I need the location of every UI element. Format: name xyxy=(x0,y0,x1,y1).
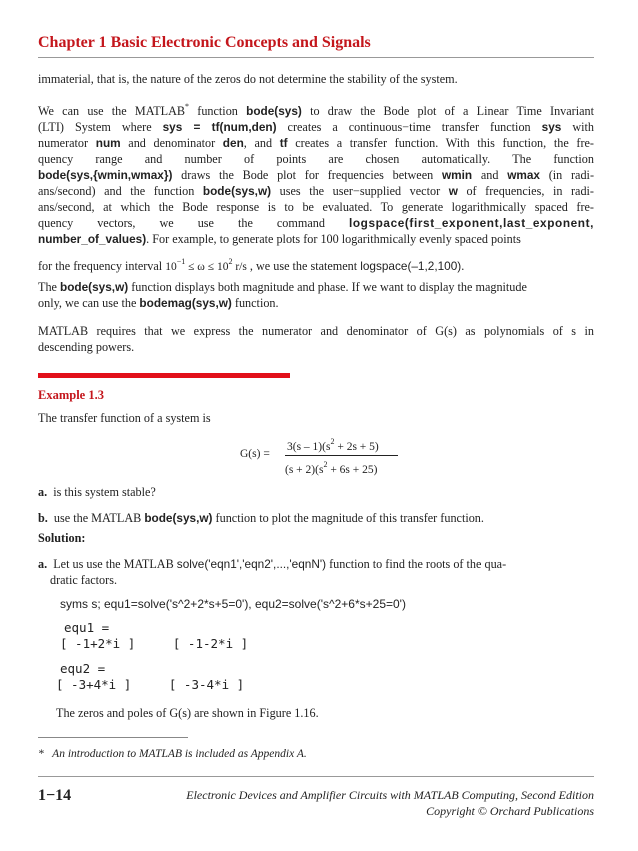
text-line: quency range and number of points are chosen automatically. The function xyxy=(38,152,594,166)
text-span: function. xyxy=(231,296,279,310)
text-span: and denominator xyxy=(120,136,223,150)
text-line: MATLAB requires that we express the numerator and denominator of G(s) as polynomials of s in xyxy=(38,324,594,338)
list-label: a. xyxy=(38,485,48,499)
paragraph-bodemag xyxy=(38,279,594,311)
command-text: bode(sys,{wmin,wmax}) xyxy=(38,168,173,182)
command-text: sys xyxy=(541,120,562,134)
text-line xyxy=(38,231,594,247)
text-span: (in radi- xyxy=(539,168,594,182)
paragraph-stability xyxy=(38,71,594,87)
command-text: number_of_values) xyxy=(38,232,147,246)
text-span: with xyxy=(561,120,594,134)
command-text: num xyxy=(95,136,121,150)
header-rule xyxy=(38,57,594,58)
text-line xyxy=(38,556,594,572)
footer-rule xyxy=(38,776,594,777)
example-intro: The transfer function of a system is xyxy=(38,411,211,425)
math-text: + 2s + 5) xyxy=(334,441,379,453)
command-text: sys = tf(num,den) xyxy=(162,120,277,134)
text-span: uses the user−supplied vector xyxy=(271,184,449,198)
command-text: den xyxy=(222,136,244,150)
command-text: bode(sys,w) xyxy=(60,280,129,294)
text-line: dratic factors. xyxy=(50,573,117,587)
text-line xyxy=(38,119,594,135)
text-span: We can use the MATLAB xyxy=(38,104,186,118)
output-equ2-name: equ2 = xyxy=(60,661,106,676)
math-text: ≤ ω ≤ 10 xyxy=(185,261,229,273)
text-span: . xyxy=(461,259,465,273)
chapter-header: Chapter 1 Basic Electronic Concepts and Signals xyxy=(38,34,371,51)
text-span: and xyxy=(472,168,508,182)
equation-lhs: G(s) = xyxy=(240,448,270,460)
text-line xyxy=(38,215,594,231)
text-span: (LTI) System where xyxy=(38,120,163,134)
command-text: bode(sys) xyxy=(246,104,302,118)
footnote-marker: * xyxy=(185,102,190,111)
closing-sentence: The zeros and poles of G(s) are shown in Figure 1.16. xyxy=(56,706,319,720)
command-text: tf xyxy=(279,136,288,150)
paragraph-bode xyxy=(38,99,594,275)
text-span: , and xyxy=(243,136,280,150)
page-number: 1−14 xyxy=(38,787,72,804)
fraction-bar xyxy=(285,455,398,456)
equation-numerator xyxy=(287,437,379,453)
solution-a xyxy=(38,556,594,588)
text-line: ans/second, at which the Bode response is to be evaluated. To generate logarithmically spaced fre- xyxy=(38,200,594,214)
math-superscript: 2 xyxy=(228,257,233,266)
text-span: numerator xyxy=(38,136,96,150)
book-footer xyxy=(186,787,594,819)
command-text: logspace(first_exponent,last_exponent, xyxy=(348,216,594,230)
math-text: 3(s – 1)(s xyxy=(287,441,331,453)
command-text: bodemag(sys,w) xyxy=(139,296,232,310)
list-label: b. xyxy=(38,511,48,525)
solution-heading: Solution: xyxy=(38,531,86,545)
text-line xyxy=(38,254,594,275)
text-line: descending powers. xyxy=(38,340,135,354)
math-text: + 6s + 25) xyxy=(327,464,378,476)
text-span: of frequencies, in radi- xyxy=(457,184,594,198)
text-span: use the MATLAB xyxy=(53,511,145,525)
text-span: Let us use the MATLAB xyxy=(53,557,177,571)
text-line xyxy=(38,295,594,311)
command-text: solve('eqn1','eqn2',...,'eqnN') xyxy=(176,557,327,571)
question-a xyxy=(38,484,594,500)
text-span: is this system stable? xyxy=(53,485,156,499)
question-b xyxy=(38,510,594,526)
text-span: function xyxy=(189,104,247,118)
text-span: creates a continuous−time transfer function xyxy=(276,120,542,134)
command-text: w xyxy=(448,184,458,198)
text-span: , we use the statement xyxy=(246,259,361,273)
command-text: bode(sys,w) xyxy=(202,184,272,198)
text-span: ans/second) and the function xyxy=(38,184,203,198)
math-superscript: 2 xyxy=(330,437,335,446)
text-span: function to plot the magnitude of this transfer function. xyxy=(212,511,484,525)
text-line xyxy=(38,99,594,119)
book-title: Electronic Devices and Amplifier Circuits with MATLAB Computing, Second Edition xyxy=(186,788,594,802)
text-span: The xyxy=(38,280,60,294)
text-span: creates a transfer function. With this function, the fre- xyxy=(287,136,594,150)
example-divider-bar xyxy=(38,373,290,378)
example-title: Example 1.3 xyxy=(38,388,104,402)
math-text: r/s xyxy=(232,261,247,273)
text-span: for the frequency interval xyxy=(38,259,166,273)
command-text: logspace(–1,2,100) xyxy=(360,259,462,273)
command-text: wmin xyxy=(441,168,473,182)
paragraph-polynomials xyxy=(38,323,594,355)
text-line xyxy=(38,135,594,151)
equation-denominator xyxy=(285,460,377,476)
output-equ2-values: [ -3+4*i ] [ -3-4*i ] xyxy=(56,677,245,692)
footnote-rule xyxy=(38,737,188,738)
list-label: a. xyxy=(38,557,48,571)
text-span: only, we can use the xyxy=(38,296,140,310)
command-text: bode(sys,w) xyxy=(144,511,213,525)
footnote: * An introduction to MATLAB is included as Appendix A. xyxy=(38,748,307,760)
text-line xyxy=(38,279,594,295)
math-superscript: 2 xyxy=(323,460,328,469)
text-span: draws the Bode plot for frequencies between xyxy=(172,168,442,182)
text-line xyxy=(38,183,594,199)
text-span: to draw the Bode plot of a Linear Time Invariant xyxy=(301,104,595,118)
math-text: (s + 2)(s xyxy=(285,464,324,476)
output-equ1-values: [ -1+2*i ] [ -1-2*i ] xyxy=(60,636,249,651)
text-span: . For example, to generate plots for 100 logarithmically evenly spaced points xyxy=(146,232,521,246)
matlab-code: syms s; equ1=solve('s^2+2*s+5=0'), equ2=solve('s^2+6*s+25=0') xyxy=(60,597,406,611)
text-line xyxy=(38,167,594,183)
copyright: Copyright © Orchard Publications xyxy=(426,804,594,818)
math-superscript: −1 xyxy=(176,257,186,266)
text-span: function displays both magnitude and phase. If we want to display the magnitude xyxy=(128,280,527,294)
text-line: immaterial, that is, the nature of the zeros do not determine the stability of the system. xyxy=(38,72,458,86)
command-text: wmax xyxy=(507,168,540,182)
math-text: 10 xyxy=(165,261,177,273)
output-equ1-name: equ1 = xyxy=(64,620,110,635)
text-span: quency vectors, we use the command xyxy=(38,216,349,230)
text-span: function to find the roots of the qua- xyxy=(326,557,507,571)
